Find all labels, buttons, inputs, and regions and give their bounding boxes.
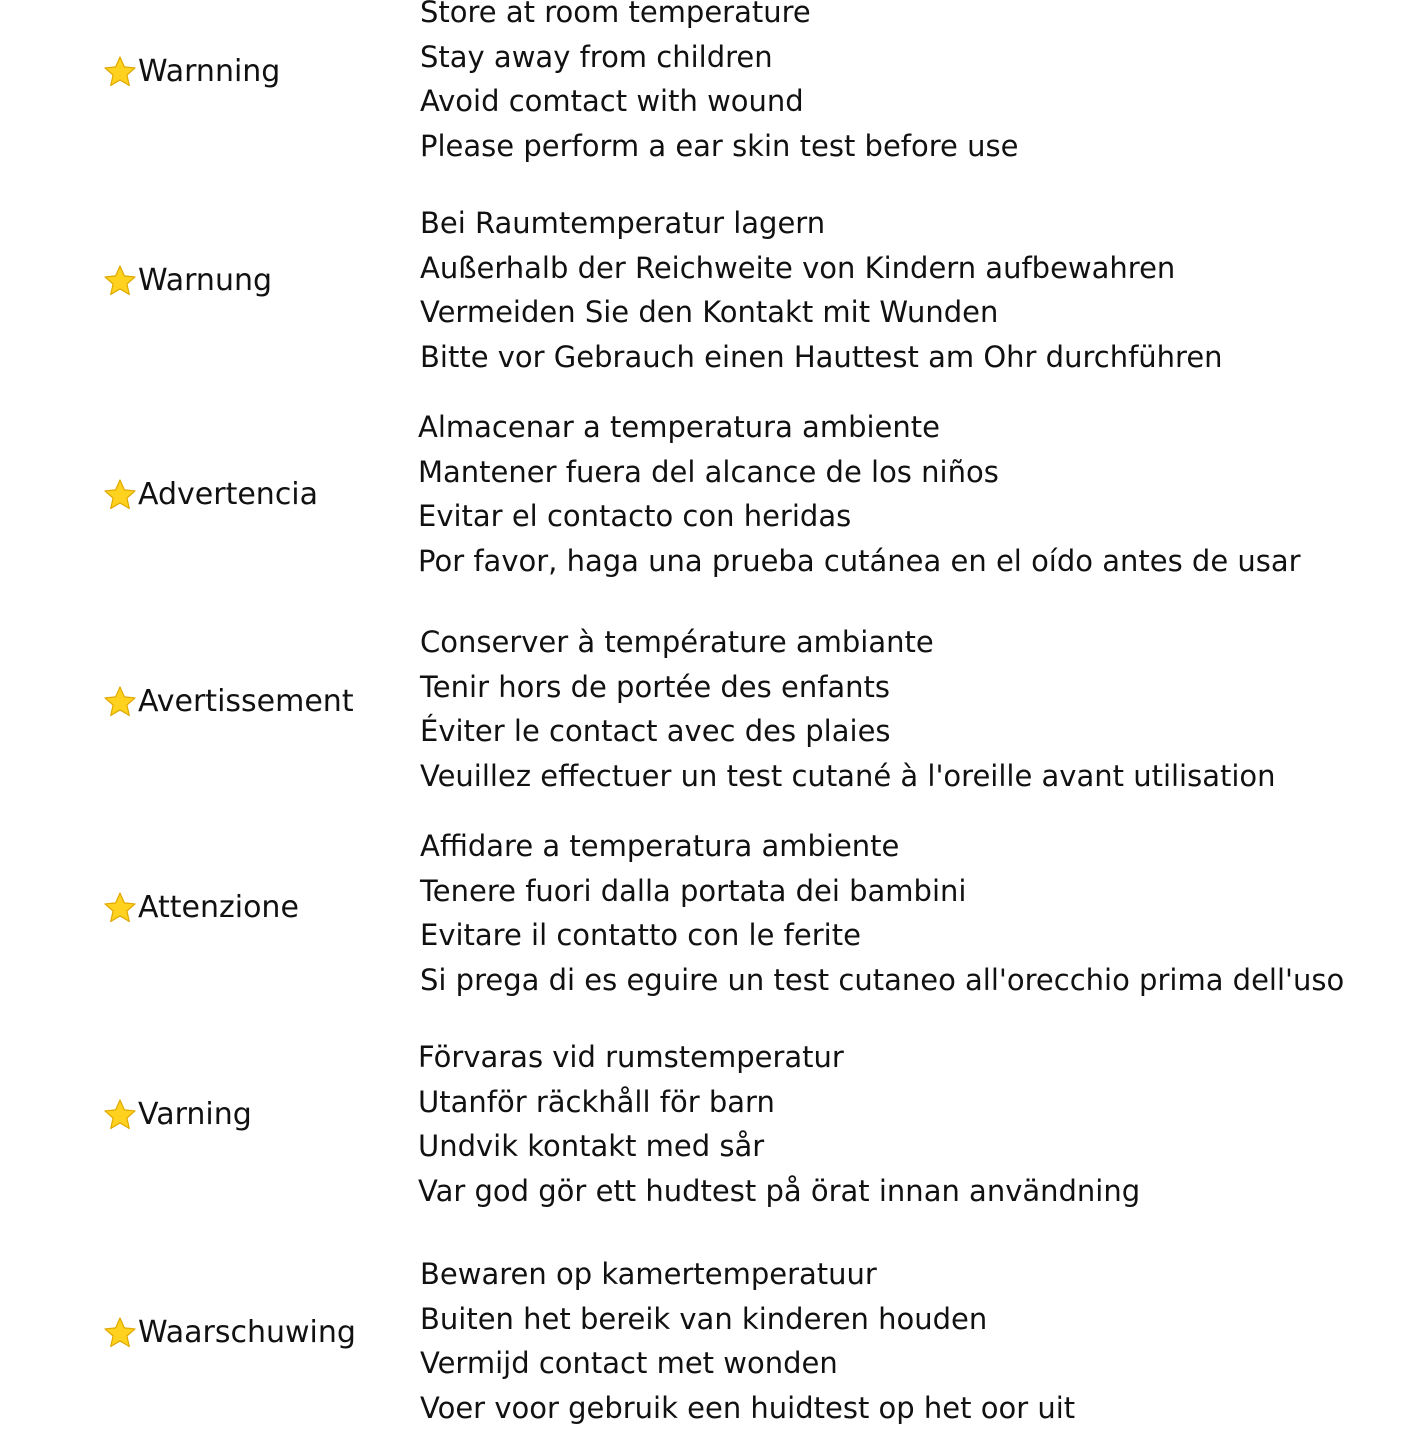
- instruction-line: Tenir hors de portée des enfants: [420, 665, 1276, 710]
- section-heading-text: Advertencia: [138, 480, 318, 510]
- instruction-list: [418, 1035, 1140, 1213]
- instruction-line: Tenere fuori dalla portata dei bambini: [420, 869, 1344, 914]
- instruction-line: Mantener fuera del alcance de los niños: [418, 450, 1301, 495]
- instruction-line: Si prega di es eguire un test cutaneo all'orecchio prima dell'uso: [420, 958, 1344, 1003]
- section-heading: [102, 477, 318, 513]
- instruction-line: Veuillez effectuer un test cutané à l'oreille avant utilisation: [420, 754, 1276, 799]
- instruction-line: Almacenar a temperatura ambiente: [418, 405, 1301, 450]
- instruction-line: Buiten het bereik van kinderen houden: [420, 1297, 1075, 1342]
- instruction-list: [420, 201, 1223, 379]
- section-heading-text: Avertissement: [138, 687, 354, 717]
- section-heading: [102, 263, 272, 299]
- section-heading: [102, 1315, 356, 1351]
- section-heading: [102, 54, 280, 90]
- instruction-line: Evitare il contatto con le ferite: [420, 913, 1344, 958]
- star-icon: [102, 684, 138, 720]
- instruction-line: Utanför räckhåll för barn: [418, 1080, 1140, 1125]
- instruction-line: Bei Raumtemperatur lagern: [420, 201, 1223, 246]
- instruction-line: Bewaren op kamertemperatuur: [420, 1252, 1075, 1297]
- instruction-line: Conserver à température ambiante: [420, 620, 1276, 665]
- instruction-line: Undvik kontakt med sår: [418, 1124, 1140, 1169]
- star-icon: [102, 1097, 138, 1133]
- instruction-line: Affidare a temperatura ambiente: [420, 824, 1344, 869]
- section-heading-text: Warnung: [138, 266, 272, 296]
- section-heading-text: Attenzione: [138, 893, 299, 923]
- instruction-line: Please perform a ear skin test before use: [420, 124, 1018, 169]
- instruction-line: Bitte vor Gebrauch einen Hauttest am Ohr durchführen: [420, 335, 1223, 380]
- instruction-line: Var god gör ett hudtest på örat innan användning: [418, 1169, 1140, 1214]
- section-heading: [102, 684, 354, 720]
- instruction-list: [420, 824, 1344, 1002]
- instruction-list: [420, 0, 1018, 168]
- section-heading-text: Warnning: [138, 57, 280, 87]
- instruction-list: [418, 405, 1301, 583]
- instruction-line: Voer voor gebruik een huidtest op het oor uit: [420, 1386, 1075, 1430]
- star-icon: [102, 263, 138, 299]
- star-icon: [102, 54, 138, 90]
- section-heading-text: Waarschuwing: [138, 1318, 356, 1348]
- instruction-line: Éviter le contact avec des plaies: [420, 709, 1276, 754]
- star-icon: [102, 890, 138, 926]
- instruction-line: Vermijd contact met wonden: [420, 1341, 1075, 1386]
- instruction-list: [420, 620, 1276, 798]
- section-heading: [102, 890, 299, 926]
- star-icon: [102, 1315, 138, 1351]
- instruction-line: Avoid comtact with wound: [420, 79, 1018, 124]
- star-icon: [102, 477, 138, 513]
- instruction-line: Vermeiden Sie den Kontakt mit Wunden: [420, 290, 1223, 335]
- instruction-line: Store at room temperature: [420, 0, 1018, 35]
- instruction-line: Evitar el contacto con heridas: [418, 494, 1301, 539]
- instruction-list: [420, 1252, 1075, 1430]
- instruction-line: Förvaras vid rumstemperatur: [418, 1035, 1140, 1080]
- instruction-line: Stay away from children: [420, 35, 1018, 80]
- instruction-line: Außerhalb der Reichweite von Kindern aufbewahren: [420, 246, 1223, 291]
- section-heading: [102, 1097, 252, 1133]
- instruction-line: Por favor, haga una prueba cutánea en el oído antes de usar: [418, 539, 1301, 584]
- section-heading-text: Varning: [138, 1100, 252, 1130]
